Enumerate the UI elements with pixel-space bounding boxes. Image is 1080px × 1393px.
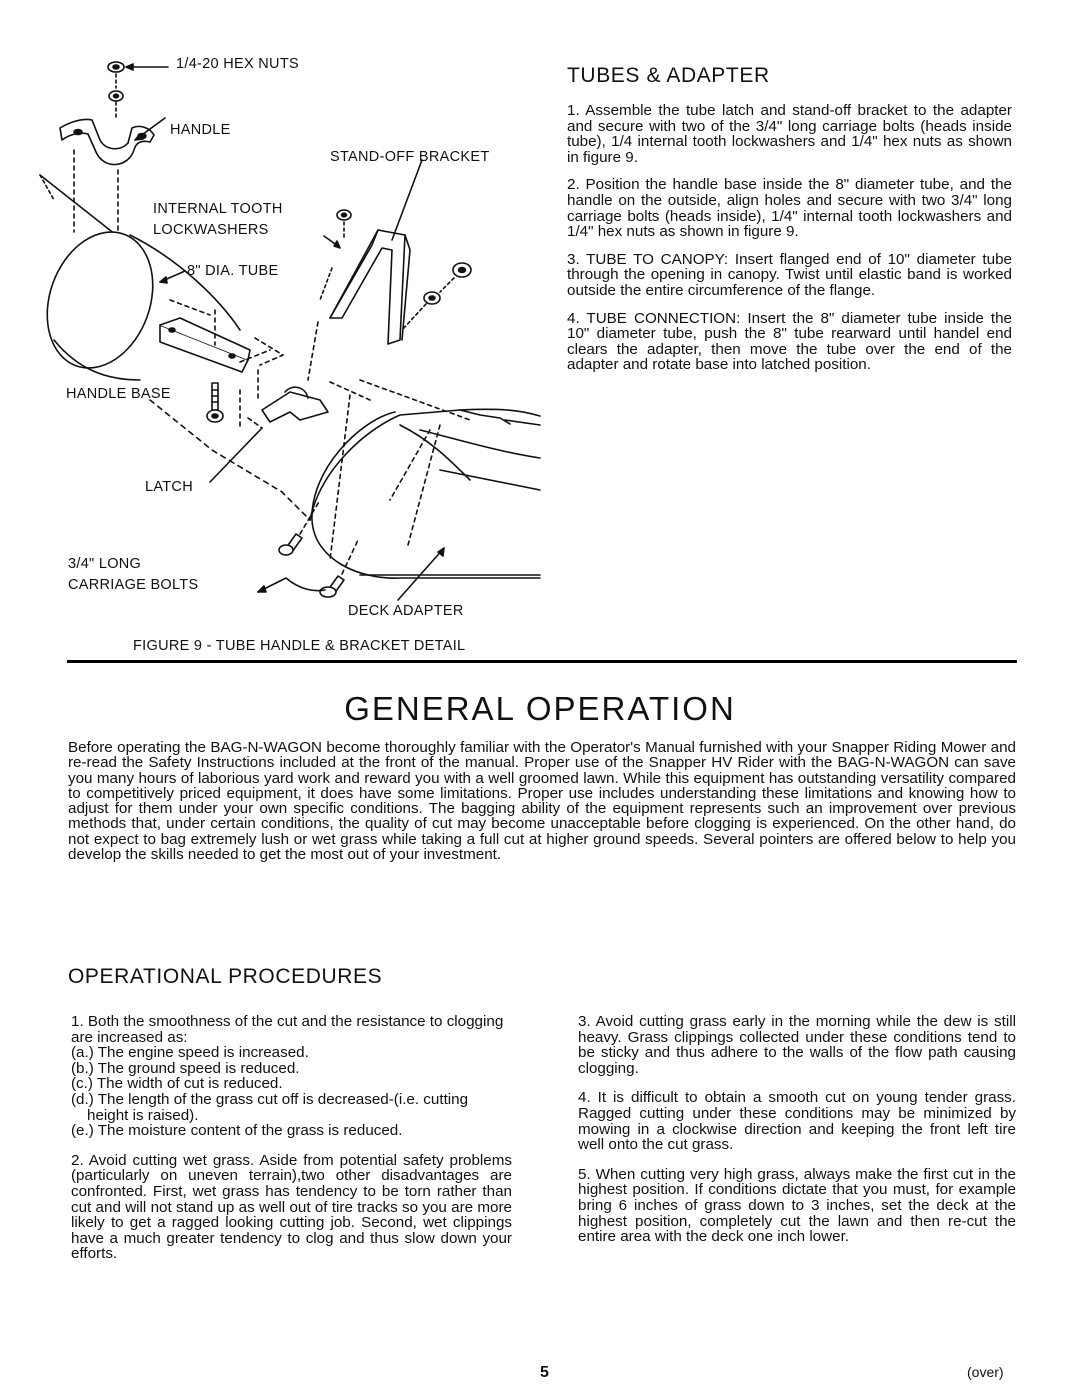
- handle-base-part: [160, 300, 283, 372]
- procedure-1a: (a.) The engine speed is increased.: [71, 1044, 309, 1062]
- carriage-bolts-bottom: [258, 500, 358, 597]
- tubes-adapter-section: [567, 64, 1012, 385]
- label-long: 3/4" LONG: [68, 556, 142, 572]
- handle-part: [60, 118, 165, 165]
- operational-procedures-heading: OPERATIONAL PROCEDURES: [68, 965, 383, 988]
- tubes-step-4: 4. TUBE CONNECTION: Insert the 8" diameter tube inside the 10" diameter tube, push the 8" tube rearward until handel end clears the adapter, then move the tube over the end of the adapter and rotate base into latched position.: [567, 309, 1012, 374]
- procedures-left-column: [71, 1014, 512, 1276]
- standoff-bracket-part: [330, 160, 422, 344]
- tubes-step-1: 1. Assemble the tube latch and stand-off bracket to the adapter and secure with two of the 3/4" long carriage bolts (heads inside tube), 1/4 internal tooth lockwashers and 1/4" hex nuts as shown in figure 9.: [567, 102, 1012, 166]
- label-carriage-bolts: CARRIAGE BOLTS: [68, 577, 199, 593]
- hex-nut-top: [108, 62, 168, 72]
- procedure-1e: (e.) The moisture content of the grass is reduced.: [71, 1122, 403, 1140]
- deck-adapter-part: [310, 380, 540, 600]
- tubes-adapter-heading: TUBES & ADAPTER: [567, 64, 770, 87]
- label-deck-adapter: DECK ADAPTER: [348, 603, 464, 619]
- tubes-step-2: 2. Position the handle base inside the 8" diameter tube, and the handle on the outside, align holes and secure with two 3/4" long carriage bolts (heads inside), 1/4" internal tooth lockwashers and 1/4" hex nuts as shown in figure 9.: [567, 176, 1012, 241]
- carriage-bolt-handle-base: [207, 383, 223, 422]
- label-internal-tooth: INTERNAL TOOTH: [153, 201, 283, 217]
- procedure-item-1: [71, 1014, 512, 1139]
- over-note: (over): [967, 1364, 1004, 1380]
- general-operation-heading: GENERAL OPERATION: [344, 690, 736, 727]
- procedure-1b: (b.) The ground speed is reduced.: [71, 1059, 300, 1077]
- lockwasher-top: [109, 91, 123, 101]
- procedure-item-3: 3. Avoid cutting grass early in the morning while the dew is still heavy. Grass clippings collected under these conditions tend to be sticky and thus adhere to the walls of the flow path causing clogging.: [578, 1013, 1016, 1077]
- procedure-item-4: 4. It is difficult to obtain a smooth cut on young tender grass. Ragged cutting under these conditions may be minimized by mowing in a clockwise direction and keeping the front left tire well onto the cut grass.: [578, 1089, 1016, 1154]
- procedures-right-column: [578, 1014, 1016, 1259]
- divider-rule: [67, 660, 1017, 663]
- label-standoff-bracket: STAND-OFF BRACKET: [330, 149, 490, 165]
- general-operation-intro: Before operating the BAG-N-WAGON become thoroughly familiar with the Operator's Manual furnished with your Snapper Riding Mower and re-read the Safety Instructions included at the front of the manual. Proper use of the Snapper HV Rider with the BAG-N-WAGON can save you many hours of laborious yard work and reward you with a well groomed lawn. While this equipment has outstanding versatility compared to competitively priced equipment, it does have some limitations. Proper use includes understanding these limitations and knowing how to adjust for them under your own specific conditions. The bagging ability of the equipment represents such an improvement over previous methods that, under certain conditions, the quality of cut may become unacceptable before clogging is experienced. On the other hand, do not expect to bag extremely lush or wet grass while taking a full cut at higher ground speeds. Several pointers are offered below to help you develop the skills needed to get the most out of your investment.: [68, 739, 1016, 864]
- label-handle: HANDLE: [170, 122, 231, 138]
- procedure-1c: (c.) The width of cut is reduced.: [71, 1075, 283, 1093]
- procedure-item-2: 2. Avoid cutting wet grass. Aside from potential safety problems (particularly on uneven terrain),two other disadvantages are confronted. First, wet grass has tendency to be torn rather than cut and will not stand up as well out of tire tracks so you are more likely to get a ragged looking cutting job. Second, wet clippings have a much greater tendency to clog and thus slow down your efforts.: [71, 1151, 512, 1263]
- tubes-step-3: 3. TUBE TO CANOPY: Insert flanged end of 10" diameter tube through the opening in canopy. Twist until elastic band is worked outside the entire circumference of the flange.: [567, 250, 1012, 299]
- label-lockwashers: LOCKWASHERS: [153, 222, 269, 238]
- latch-part: [150, 370, 328, 520]
- figure-caption: FIGURE 9 - TUBE HANDLE & BRACKET DETAIL: [133, 638, 466, 654]
- label-latch: LATCH: [145, 479, 193, 495]
- lockwasher-right: [324, 210, 351, 248]
- page-number: 5: [540, 1364, 549, 1381]
- figure-9: [0, 0, 560, 665]
- procedure-1-intro: 1. Both the smoothness of the cut and the resistance to clogging are increased as:: [71, 1013, 504, 1046]
- procedure-1d: (d.) The length of the grass cut off is decreased-(i.e. cutting height is raised).: [71, 1090, 469, 1124]
- procedure-item-5: 5. When cutting very high grass, always make the first cut in the highest position. If conditions dictate that you must, for example bring 6 inches of grass down to 3 inches, set the deck at the highest position, completely cut the lawn and then re-cut the entire area with the deck one inch lower.: [578, 1165, 1016, 1246]
- label-dia-tube: 8" DIA. TUBE: [187, 263, 279, 279]
- label-hex-nuts: 1/4-20 HEX NUTS: [176, 56, 299, 72]
- label-handle-base: HANDLE BASE: [66, 386, 171, 402]
